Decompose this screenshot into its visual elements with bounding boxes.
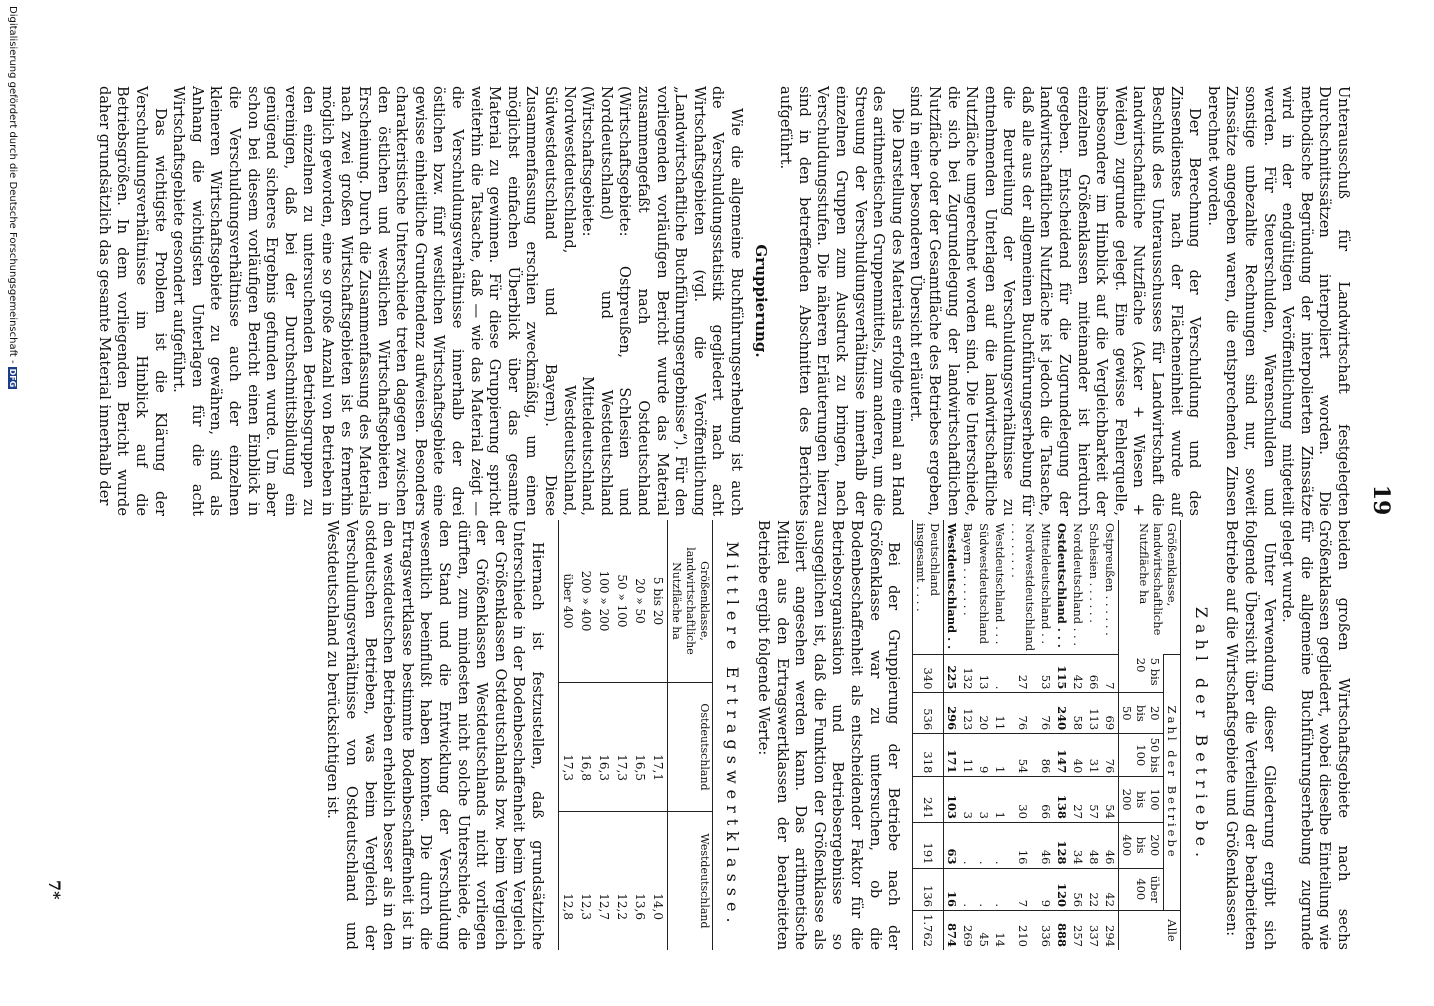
table-row xyxy=(558,520,577,950)
table-cell: 296 xyxy=(944,693,961,734)
table-cell: 58 xyxy=(1070,693,1086,734)
table-cell: 45 xyxy=(976,911,992,950)
column-header: 5 bis 20 xyxy=(1119,655,1164,693)
table-cell: 9 xyxy=(976,734,992,777)
table-cell: 888 xyxy=(1054,911,1070,950)
table-cell: 12,7 xyxy=(595,811,613,950)
table-cell: 103 xyxy=(944,777,961,823)
row-label: Ostdeutschland . . . xyxy=(1055,523,1070,648)
table-cell: 40 xyxy=(1070,734,1086,777)
column-header: Größenklasse, landwirtschaftliche Nutzfläche ha xyxy=(667,520,712,683)
table-title-ertragswertklasse: Mittlere Ertragswertklasse. xyxy=(723,541,743,929)
table-cell: 30 xyxy=(1008,777,1038,823)
table-cell: 17,3 xyxy=(558,683,577,812)
table-cell: . xyxy=(976,822,992,868)
table-cell: 115 xyxy=(1054,655,1070,693)
row-label: Schlesien . . . . . . xyxy=(1087,523,1102,623)
table-cell: 7 xyxy=(1102,655,1119,693)
table-cell: 191 xyxy=(913,822,944,868)
left-paragraph-4: Wie die allgemeine Buchführungserhebung ist auch die Verschuldungsstatistik gegliedert nach acht Wirtschaftsgebieten (vgl. die Veröffentlichung „Landwirtschaftliche Buchführungsergebnisse“). Für den vorliegenden vorläufigen Bericht wurde das Material zusammengefaßt nach Ostdeutschland (Wirtschaftsgebiete: Ostpreußen, Schlesien und Norddeutschland) und Westdeutschland (Wirtschaftsgebiete: Mitteldeutschland, Nordwestdeutschland, Westdeutschland, Südwestdeutschland und Bayern). Diese Zusammenfassung erschien zweckmäßig, um einen möglichst einfachen Überblick über das gesamte Material zu gewinnen. Für diese Gruppierung spricht weiterhin die Tatsache, daß — wie das Material zeigt — die Verschuldungsverhältnisse innerhalb der drei östlichen bzw. fünf westlichen Wirtschaftsgebiete eine gewisse einheitliche Grundtendenz aufweisen. Besonders charakteristische Unterschiede treten dagegen zwischen den östlichen und westlichen Wirtschaftsgebieten in Erscheinung. Durch die Zusammenfassung des Materials nach zwei großen Wirtschaftsgebieten ist es fernerhin möglich geworden, eine so große Anzahl von Betrieben in den einzelnen zu untersuchenden Betriebsgruppen zu vereinigen, daß bei der Durchschnittsbildung ein genügend sicheres Ergebnis gefunden wurde. Um aber schon bei diesem vorläufigen Bericht einen Einblick in die Verschuldungsverhältnisse auch der einzelnen kleineren Wirtschaftsgebiete zu gewähren, sind als Anhang die wichtigsten Unterlagen für die acht Wirtschaftsgebiete gesondert aufgeführt. xyxy=(170,86,745,516)
table-cell: 13,6 xyxy=(631,811,649,950)
table-cell: 11 xyxy=(992,693,1008,734)
section-heading-gruppierung: Gruppierung. xyxy=(751,244,770,358)
table-row xyxy=(1038,520,1054,950)
row-label: Mitteldeutschland . . xyxy=(1039,523,1054,645)
table-row xyxy=(613,520,631,950)
table-cell: 340 xyxy=(913,655,944,693)
table-cell: . xyxy=(960,868,976,911)
table-cell: 3 xyxy=(976,777,992,823)
signature-mark: 7* xyxy=(45,880,64,900)
table-cell: 138 xyxy=(1054,777,1070,823)
table-cell: 53 xyxy=(1038,655,1054,693)
table-cell: 76 xyxy=(1008,693,1038,734)
column-header: 200 bis 400 xyxy=(1119,822,1164,868)
table-row xyxy=(992,520,1008,950)
table-row xyxy=(595,520,613,950)
right-column xyxy=(323,520,1352,950)
page-number: 19 xyxy=(1368,484,1394,516)
table-cell: 17,3 xyxy=(613,683,631,812)
table-cell: 200 » 400 xyxy=(578,570,593,632)
table-cell: 3 xyxy=(960,777,976,823)
table-cell: 874 xyxy=(944,911,961,950)
left-paragraph-2: Der Berechnung der Verschuldung und des Zinsendienstes nach der Flächeneinheit wurde auf Beschluß des Unterausschusses für Landwirtschaft die landwirtschaftliche Nutzfläche (Acker + Wiesen + Weiden) zugrunde gelegt. Eine gewisse Fehlerquelle, insbesondere im Hinblick auf die Vergleichbarkeit der einzelnen Größenklassen miteinander ist hierdurch gegeben. Entscheidend für die Zugrundelegung der landwirtschaftlichen Nutzfläche ist jedoch die Tatsache, daß alle aus der allgemeinen Buchführungserhebung für die Beurteilung der Verschuldungsverhältnisse zu entnehmenden Unterlagen auf die landwirtschaftliche Nutzfläche umgerechnet worden sind. Die Unterschiede, die sich bei Zugrundelegung der landwirtschaftlichen Nutzfläche oder der Gesamtfläche des Betriebes ergeben, sind in einer besonderen Übersicht erläutert. xyxy=(907,86,1204,516)
table-cell: . xyxy=(976,868,992,911)
table-cell: 13 xyxy=(976,655,992,693)
table-row xyxy=(1008,520,1038,950)
table-cell: 48 xyxy=(1086,822,1102,868)
table-cell: 257 xyxy=(1070,911,1086,950)
table-cell: 12,2 xyxy=(613,811,631,950)
table-cell: 42 xyxy=(1102,868,1119,911)
table-cell: 22 xyxy=(1086,868,1102,911)
table-cell: 1 xyxy=(992,734,1008,777)
table-cell: . xyxy=(992,868,1008,911)
table-cell: 240 xyxy=(1054,693,1070,734)
table-cell: 46 xyxy=(1038,822,1054,868)
table-cell: 1 xyxy=(992,777,1008,823)
table-cell: 100 » 200 xyxy=(596,570,611,632)
table-cell: über 400 xyxy=(560,573,575,629)
table-cell: . xyxy=(992,822,1008,868)
table-cell: 16,8 xyxy=(577,683,595,812)
table-cell: 16 xyxy=(1008,822,1038,868)
table-cell: 54 xyxy=(1102,777,1119,823)
table-betriebe xyxy=(912,520,1181,950)
table-cell: 69 xyxy=(1102,693,1119,734)
table-cell: 50 » 100 xyxy=(614,574,629,628)
table-cell: 241 xyxy=(913,777,944,823)
table-cell: 294 xyxy=(1102,911,1119,950)
table-row xyxy=(913,520,944,950)
table-cell: 63 xyxy=(944,822,961,868)
table-cell: 20 » 50 xyxy=(632,578,647,624)
table-cell: 76 xyxy=(1038,693,1054,734)
left-paragraph-5: Das wichtigste Problem ist die Klärung der Verschuldungsverhältnisse im Hinblick auf die Betriebsgrößen. In dem vorliegenden Bericht wurde daher grundsätzlich das gesamte Material innerhalb der xyxy=(95,86,169,516)
table-cell: 66 xyxy=(1038,777,1054,823)
table-row xyxy=(577,520,595,950)
table-row xyxy=(1054,520,1070,950)
row-label: Südwestdeutschland xyxy=(977,523,992,645)
footer-text: Digitalisierung gefördert durch die Deutsche Forschungsgemeinschaft - xyxy=(7,6,18,364)
column-header: Alle xyxy=(1119,911,1181,950)
table-cell: 54 xyxy=(1008,734,1038,777)
left-column xyxy=(94,86,1352,516)
table-cell: 14 xyxy=(992,911,1008,950)
table-cell: 123 xyxy=(960,693,976,734)
table-row xyxy=(944,520,961,950)
table-cell: 128 xyxy=(1054,822,1070,868)
table-row xyxy=(649,520,668,950)
left-paragraph-1: Unterausschuß für Landwirtschaft festgelegten Durchschnittssätzen interpoliert worden. Die methodische Begründung der interpolierten Zinssätze wird in der endgültigen Veröffentlichung mitgeteilt werden. Für Steuerschulden, Warenschulden und sonstige unbezahlte Rechnungen sind nur, soweit Zinssätze angegeben waren, die entsprechenden Zinsen berechnet worden. xyxy=(1204,86,1352,516)
table-cell: 210 xyxy=(1008,911,1038,950)
table-ertragswertklasse xyxy=(558,520,713,950)
table-cell: 536 xyxy=(913,693,944,734)
footer xyxy=(7,0,18,1006)
table-row xyxy=(631,520,649,950)
table-row xyxy=(1086,520,1102,950)
table-cell: 337 xyxy=(1086,911,1102,950)
table-cell: 16,3 xyxy=(595,683,613,812)
table-cell: 42 xyxy=(1070,655,1086,693)
table-cell: 46 xyxy=(1102,822,1119,868)
table-cell: 56 xyxy=(1070,868,1086,911)
table-cell: . xyxy=(992,655,1008,693)
row-label: Westdeutschland . . . xyxy=(993,523,1008,645)
table-cell: 17,1 xyxy=(649,683,668,812)
table-cell: 31 xyxy=(1086,734,1102,777)
table-cell: 113 xyxy=(1086,693,1102,734)
table-betriebe-body xyxy=(913,520,1119,950)
table-cell: 12,3 xyxy=(577,811,595,950)
table-cell: 147 xyxy=(1054,734,1070,777)
table-cell: . xyxy=(960,822,976,868)
table-row xyxy=(1070,520,1086,950)
table-group-header: Zahl der Betriebe xyxy=(1164,655,1181,911)
column-header: über 400 xyxy=(1119,868,1164,911)
table-cell: 20 xyxy=(976,693,992,734)
row-label: Bayern . . . . . . . xyxy=(961,523,976,616)
table-cell: 5 bis 20 xyxy=(650,576,665,626)
table-cell: 66 xyxy=(1086,655,1102,693)
right-paragraph-4: Hiernach ist festzustellen, daß grundsätzliche Unterschiede in der Bodenbeschaffenheit beim Vergleich der Größenklassen Ostdeutschlands bzw. beim Vergleich der Größenklassen Westdeutschlands nicht vorliegen dürften, zum mindesten nicht solche Unterschiede, die den Stand und die Entwicklung der Verschuldung wesentlich beeinflußt haben konnten. Die durch die Ertragswertklasse bestimmte Bodenbeschaffenheit ist in den westdeutschen Betrieben erheblich besser als in den ostdeutschen Betrieben, was beim Vergleich der Verschuldungsverhältnisse von Ostdeutschland und Westdeutschland zu berücksichtigen ist. xyxy=(324,520,546,950)
row-label: Ostpreußen . . . . . . xyxy=(1103,523,1118,636)
row-label: Deutschland insgesamt . . . . xyxy=(913,520,944,655)
table-row xyxy=(976,520,992,950)
column-header: 20 bis 50 xyxy=(1119,693,1164,734)
row-label: Nordwestdeutschland . . . . . . . . xyxy=(1009,523,1038,652)
table-ertragswertklasse-body xyxy=(558,520,667,950)
table-cell: 86 xyxy=(1038,734,1054,777)
table-cell: 7 xyxy=(1008,868,1038,911)
table-cell: 12,8 xyxy=(558,811,577,950)
column-header: 100 bis 200 xyxy=(1119,777,1164,823)
row-label: Westdeutschland . . xyxy=(945,523,960,650)
table-cell: 1.762 xyxy=(913,911,944,950)
table-cell: 27 xyxy=(1008,655,1038,693)
table-cell: 136 xyxy=(913,868,944,911)
table-cell: 76 xyxy=(1102,734,1119,777)
right-paragraph-3: Bei der Gruppierung der Betriebe nach der Größenklasse war zu untersuchen, ob die Bodenbeschaffenheit als entscheidender Faktor für die Betriebsorganisation und Betriebsergebnisse so ausgeglichen ist, daß die Funktion der Größenklasse als isoliert angesehen werden kann. Das arithmetische Mittel aus den Ertragswertklassen der bearbeiteten Betriebe ergibt folgende Werte: xyxy=(755,520,903,950)
table-cell: 318 xyxy=(913,734,944,777)
dfg-logo: DFG xyxy=(8,368,17,388)
table-cell: 132 xyxy=(960,655,976,693)
row-label: Norddeutschland . . . xyxy=(1071,523,1086,647)
table-cell: 16 xyxy=(944,868,961,911)
column-header: Ostdeutschland xyxy=(667,683,712,812)
table-cell: 9 xyxy=(1038,868,1054,911)
table-row xyxy=(960,520,976,950)
column-header: 50 bis 100 xyxy=(1119,734,1164,777)
table-cell: 57 xyxy=(1086,777,1102,823)
table-cell: 27 xyxy=(1070,777,1086,823)
right-paragraph-2: Unter Verwendung dieser Gliederung ergibt sich folgende Übersicht über die Verteilung der bearbeiteten Betriebe auf die Wirtschaftsgebiete und Größenklassen: xyxy=(1223,520,1278,950)
table-cell: 269 xyxy=(960,911,976,950)
table-cell: 11 xyxy=(960,734,976,777)
table-row xyxy=(1102,520,1119,950)
table-cell: 120 xyxy=(1054,868,1070,911)
table-stub-header: Größenklasse, landwirtschaftliche Nutzfläche ha xyxy=(1119,520,1181,655)
column-header: Westdeutschland xyxy=(667,811,712,950)
table-cell: 34 xyxy=(1070,822,1086,868)
right-paragraph-1: beiden großen Wirtschaftsgebiete nach sechs Größenklassen gegliedert, wobei dieselbe Einteilung wie für die allgemeine Buchführungserhebung zugrunde gelegt wurde. xyxy=(1279,520,1352,950)
table-cell: 336 xyxy=(1038,911,1054,950)
table-title-zahl-der-betriebe: Zahl der Betriebe. xyxy=(1191,606,1211,864)
table-cell: 14,0 xyxy=(649,811,668,950)
left-paragraph-3: Die Darstellung des Materials erfolgte einmal an Hand des arithmetischen Gruppenmittels, zum anderen, um die Streuung der Verschuldungsverhältnisse innerhalb der einzelnen Gruppen zum Ausdruck zu bringen, nach Verschuldungsstufen. Die näheren Erläuterungen hierzu sind in den betreffenden Abschnitten des Berichtes aufgeführt. xyxy=(777,86,906,516)
table-cell: 16,5 xyxy=(631,683,649,812)
table-cell: 225 xyxy=(944,655,961,693)
table-cell: 171 xyxy=(944,734,961,777)
